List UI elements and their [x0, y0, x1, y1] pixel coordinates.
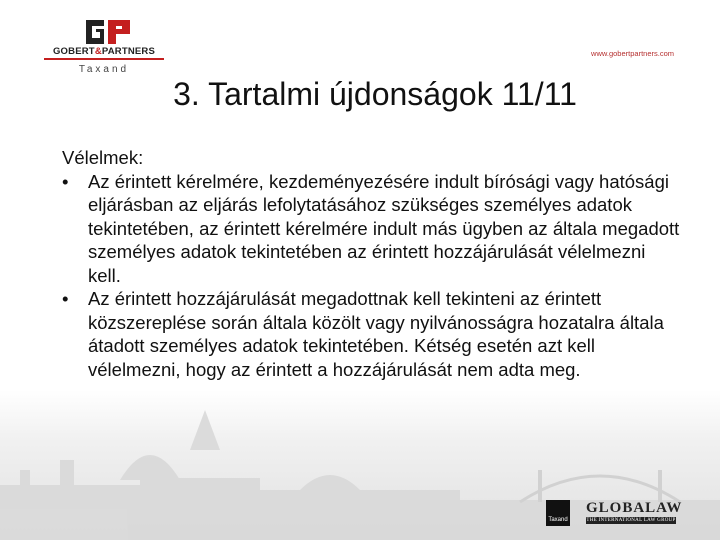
- list-item: • Az érintett hozzájárulását megadottnak kell tekinteni az érintett közszereplése során általa közölt vagy nyilvánosságra hozatalra általa átadott személyes adatok tekintetében. Kétség esetén azt kell vélelmezni, hogy az érintett a hozzájárulását nem adta meg.: [62, 288, 664, 380]
- logo-divider: [44, 58, 164, 60]
- website-url: www.gobertpartners.com: [591, 49, 674, 58]
- bullet-icon: •: [62, 170, 69, 192]
- gobert-partners-logo: [44, 18, 164, 76]
- bullet-icon: •: [62, 288, 69, 309]
- taxand-logo: Taxand: [546, 500, 570, 526]
- logo-company-name: GOBERT&PARTNERS: [52, 46, 156, 57]
- slide-body: [62, 146, 682, 381]
- globalaw-tagline: THE INTERNATIONAL LAW GROUP: [586, 518, 676, 523]
- globalaw-logo: [586, 500, 683, 524]
- logo-taxand-subtitle: Taxand: [78, 64, 130, 75]
- globalaw-name: GLOBALAW: [586, 500, 683, 516]
- slide-title: 3. Tartalmi újdonságok 11/11: [173, 76, 577, 112]
- gp-logo-mark-icon: [84, 18, 132, 46]
- bullet-list: [62, 170, 682, 382]
- section-heading: Vélelmek:: [62, 147, 144, 168]
- list-item: • Az érintett kérelmére, kezdeményezésére indult bírósági vagy hatósági eljárásban az eljárás lefolytatásához szükséges személyes adatok tekintetében, az érintett kérelmére indult más ügyben az általa megadott személyes adatok tekintetében az érintett hozzájárulását vélelmezni kell.: [62, 170, 680, 286]
